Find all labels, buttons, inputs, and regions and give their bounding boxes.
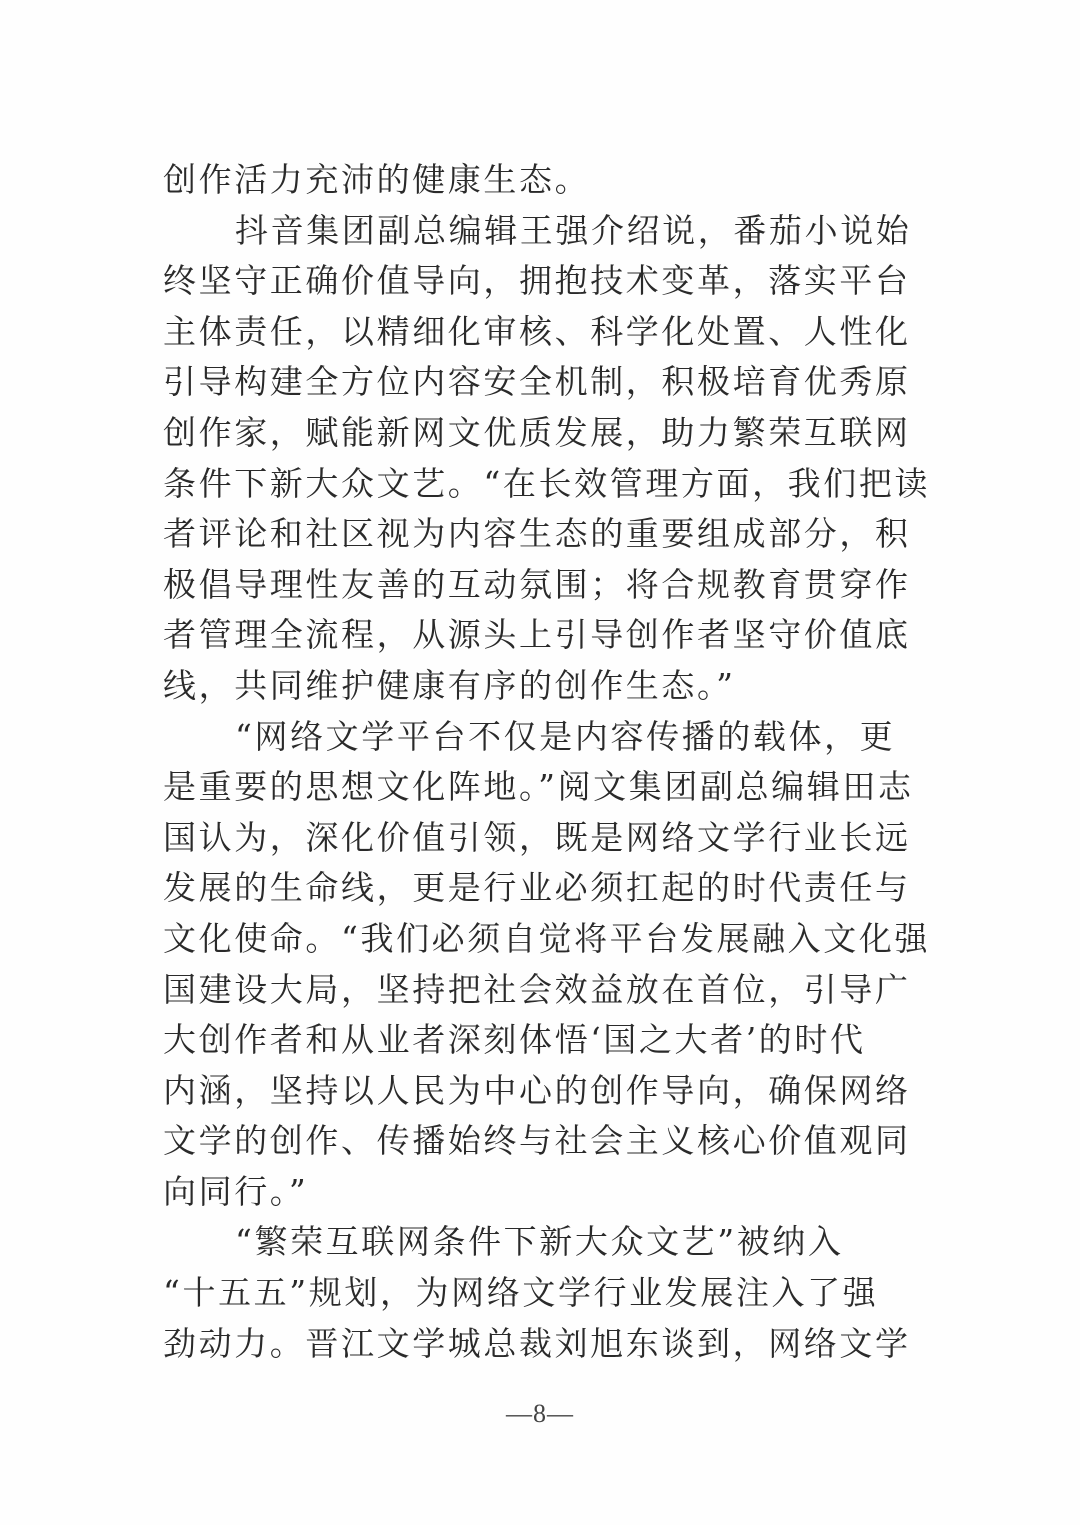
text-line: 终坚守正确价值导向，拥抱技术变革，落实平台 — [163, 261, 911, 301]
text-line: 者评论和社区视为内容生态的重要组成部分，积 — [163, 514, 911, 554]
text-line: 引导构建全方位内容安全机制，积极培育优秀原 — [163, 362, 911, 402]
text-line: 是重要的思想文化阵地。”阅文集团副总编辑田志 — [163, 767, 914, 807]
text-line: 者管理全流程，从源头上引导创作者坚守价值底 — [163, 615, 911, 655]
text-line: 文化使命。“我们必须自觉将平台发展融入文化强 — [163, 918, 931, 958]
text-line: 国建设大局，坚持把社会效益放在首位，引导广 — [163, 969, 911, 1009]
text-line: “十五五”规划，为网络文学行业发展注入了强 — [163, 1273, 879, 1313]
text-line: 内涵，坚持以人民为中心的创作导向，确保网络 — [163, 1070, 911, 1110]
text-line: 极倡导理性友善的互动氛围；将合规教育贯穿作 — [163, 564, 911, 604]
text-line: 线，共同维护健康有序的创作生态。” — [163, 665, 736, 705]
paragraph-start-line: “繁荣互联网条件下新大众文艺”被纳入 — [235, 1222, 844, 1262]
text-line: 国认为，深化价值引领，既是网络文学行业长远 — [163, 817, 911, 857]
text-line: 劲动力。晋江文学城总裁刘旭东谈到，网络文学 — [163, 1323, 911, 1363]
paragraph-start-line: “网络文学平台不仅是内容传播的载体，更 — [235, 716, 896, 756]
text-line: 发展的生命线，更是行业必须扛起的时代责任与 — [163, 868, 911, 908]
text-line: 主体责任，以精细化审核、科学化处置、人性化 — [163, 311, 911, 351]
page-number: —8— — [506, 1399, 574, 1428]
text-line: 向同行。” — [163, 1171, 309, 1211]
text-line: 创作活力充沛的健康生态。 — [163, 160, 591, 199]
text-line: 创作家，赋能新网文优质发展，助力繁荣互联网 — [163, 412, 911, 452]
body-text — [163, 155, 931, 1369]
text-line: 大创作者和从业者深刻体悟‘国之大者’的时代 — [163, 1020, 866, 1060]
paragraph-start-line: 抖音集团副总编辑王强介绍说，番茄小说始 — [235, 210, 912, 250]
text-line: 文学的创作、传播始终与社会主义核心价值观同 — [163, 1121, 911, 1161]
text-line: 条件下新大众文艺。“在长效管理方面，我们把读 — [163, 463, 931, 503]
